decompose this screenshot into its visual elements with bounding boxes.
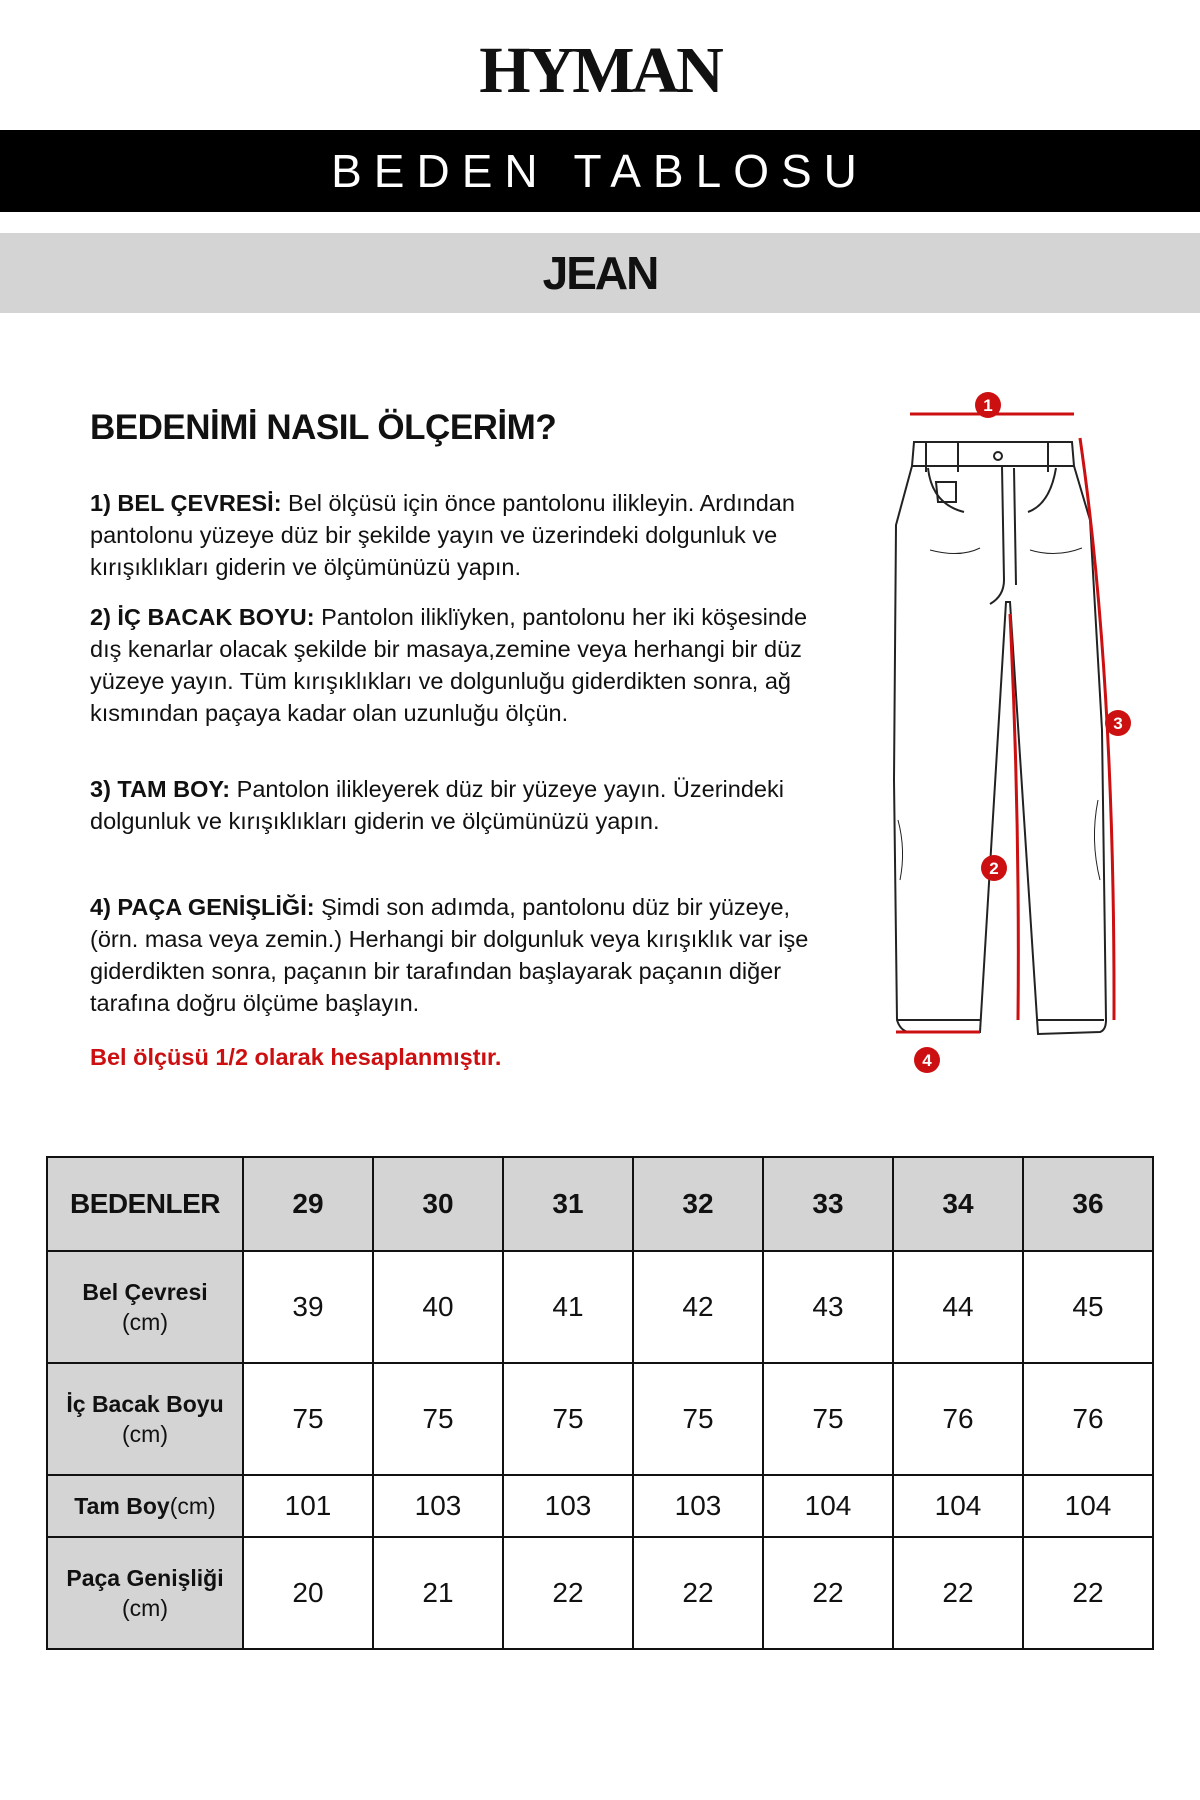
table-cell: 75 xyxy=(243,1363,373,1475)
step-label: 4) PAÇA GENİŞLİĞİ: xyxy=(90,894,315,920)
size-header: 30 xyxy=(373,1157,503,1251)
waist-note: Bel ölçüsü 1/2 olarak hesaplanmıştır. xyxy=(90,1044,502,1070)
table-cell: 22 xyxy=(1023,1537,1153,1649)
size-header: 31 xyxy=(503,1157,633,1251)
row-unit: (cm) xyxy=(122,1594,168,1621)
marker-1-icon xyxy=(975,392,1001,418)
table-cell: 75 xyxy=(763,1363,893,1475)
row-header xyxy=(47,1363,243,1475)
marker-2-icon xyxy=(981,855,1007,881)
row-unit: (cm) xyxy=(122,1309,168,1336)
row-header xyxy=(47,1251,243,1363)
marker-label: 1 xyxy=(983,396,993,415)
table-cell: 22 xyxy=(633,1537,763,1649)
step-waist xyxy=(90,487,830,583)
table-cell: 103 xyxy=(503,1475,633,1537)
step-hem-width xyxy=(90,891,830,1019)
marker-label: 2 xyxy=(989,859,999,878)
step-label: 1) BEL ÇEVRESİ: xyxy=(90,490,282,516)
table-cell: 76 xyxy=(893,1363,1023,1475)
size-header: 29 xyxy=(243,1157,373,1251)
table-row xyxy=(47,1475,1153,1537)
table-row xyxy=(47,1537,1153,1649)
table-cell: 75 xyxy=(373,1363,503,1475)
table-row xyxy=(47,1363,1153,1475)
table-cell: 22 xyxy=(763,1537,893,1649)
table-row xyxy=(47,1251,1153,1363)
table-cell: 21 xyxy=(373,1537,503,1649)
table-cell: 104 xyxy=(893,1475,1023,1537)
brand-logo: HYMAN xyxy=(479,34,721,107)
table-cell: 76 xyxy=(1023,1363,1153,1475)
step-text: Bel ölçüsü için önce pantolonu ilikleyin. Ardından pantolonu yüzeye düz bir şekilde yayın ve üzerindeki dolgunluk ve kırışıklıkları giderin ve ölçümünüzü yapın. xyxy=(90,490,795,580)
category-title: JEAN xyxy=(0,233,1200,313)
marker-4-icon xyxy=(914,1047,940,1073)
table-cell: 43 xyxy=(763,1251,893,1363)
table-cell: 75 xyxy=(503,1363,633,1475)
row-header xyxy=(47,1537,243,1649)
row-name: Paça Genişliği xyxy=(66,1564,224,1591)
howto-title: BEDENİMİ NASIL ÖLÇERİM? xyxy=(90,408,557,447)
jeans-measurement-diagram xyxy=(860,380,1160,1080)
table-cell: 42 xyxy=(633,1251,763,1363)
step-text: Pantolon ilikleyerek düz bir yüzeye yayın. Üzerindeki dolgunluk ve kırışıklıkları giderin ve ölçümünüzü yapın. xyxy=(90,776,784,834)
table-cell: 40 xyxy=(373,1251,503,1363)
size-header: 34 xyxy=(893,1157,1023,1251)
row-name: Tam Boy xyxy=(74,1493,170,1520)
measurement-lines xyxy=(896,414,1114,1032)
table-cell: 22 xyxy=(893,1537,1023,1649)
step-text: Şimdi son adımda, pantolonu düz bir yüzeye, (örn. masa veya zemin.) Herhangi bir dolgunluk veya kırışıklık var işe giderdikten sonra, paçanın bir tarafından başlayarak paçanın diğer tarafına doğru ölçüme başlayın. xyxy=(90,894,809,1016)
marker-label: 4 xyxy=(922,1051,932,1070)
size-header: 36 xyxy=(1023,1157,1153,1251)
size-header: 32 xyxy=(633,1157,763,1251)
table-cell: 103 xyxy=(633,1475,763,1537)
table-cell: 104 xyxy=(1023,1475,1153,1537)
table-cell: 41 xyxy=(503,1251,633,1363)
table-cell: 75 xyxy=(633,1363,763,1475)
step-label: 3) TAM BOY: xyxy=(90,776,231,802)
marker-3-icon xyxy=(1105,710,1131,736)
row-name: İç Bacak Boyu xyxy=(66,1391,224,1418)
row-name: Bel Çevresi xyxy=(82,1279,208,1306)
table-cell: 104 xyxy=(763,1475,893,1537)
row-unit: (cm) xyxy=(169,1493,216,1520)
table-cell: 103 xyxy=(373,1475,503,1537)
table-cell: 45 xyxy=(1023,1251,1153,1363)
step-full-length xyxy=(90,773,830,837)
table-cell: 20 xyxy=(243,1537,373,1649)
table-cell: 39 xyxy=(243,1251,373,1363)
row-header xyxy=(47,1475,243,1537)
size-header: 33 xyxy=(763,1157,893,1251)
row-unit: (cm) xyxy=(122,1421,168,1448)
table-corner-header: BEDENLER xyxy=(47,1157,243,1251)
step-label: 2) İÇ BACAK BOYU: xyxy=(90,604,315,630)
marker-label: 3 xyxy=(1113,714,1123,733)
size-table xyxy=(46,1156,1154,1650)
step-inseam xyxy=(90,601,830,729)
table-cell: 22 xyxy=(503,1537,633,1649)
table-cell: 44 xyxy=(893,1251,1023,1363)
table-header-row xyxy=(47,1157,1153,1251)
table-cell: 101 xyxy=(243,1475,373,1537)
size-chart-banner: BEDEN TABLOSU xyxy=(0,130,1200,212)
step-text: Pantolon iliklïyken, pantolonu her iki köşesinde dış kenarlar olacak şekilde bir masaya,zemine veya herhangi bir düz yüzeye yayın. Tüm kırışıklıkları ve dolgunluğu giderdikten sonra, ağ kısmından paçaya kadar olan uzunluğu ölçün. xyxy=(90,604,808,726)
jeans-outline xyxy=(894,442,1106,1034)
